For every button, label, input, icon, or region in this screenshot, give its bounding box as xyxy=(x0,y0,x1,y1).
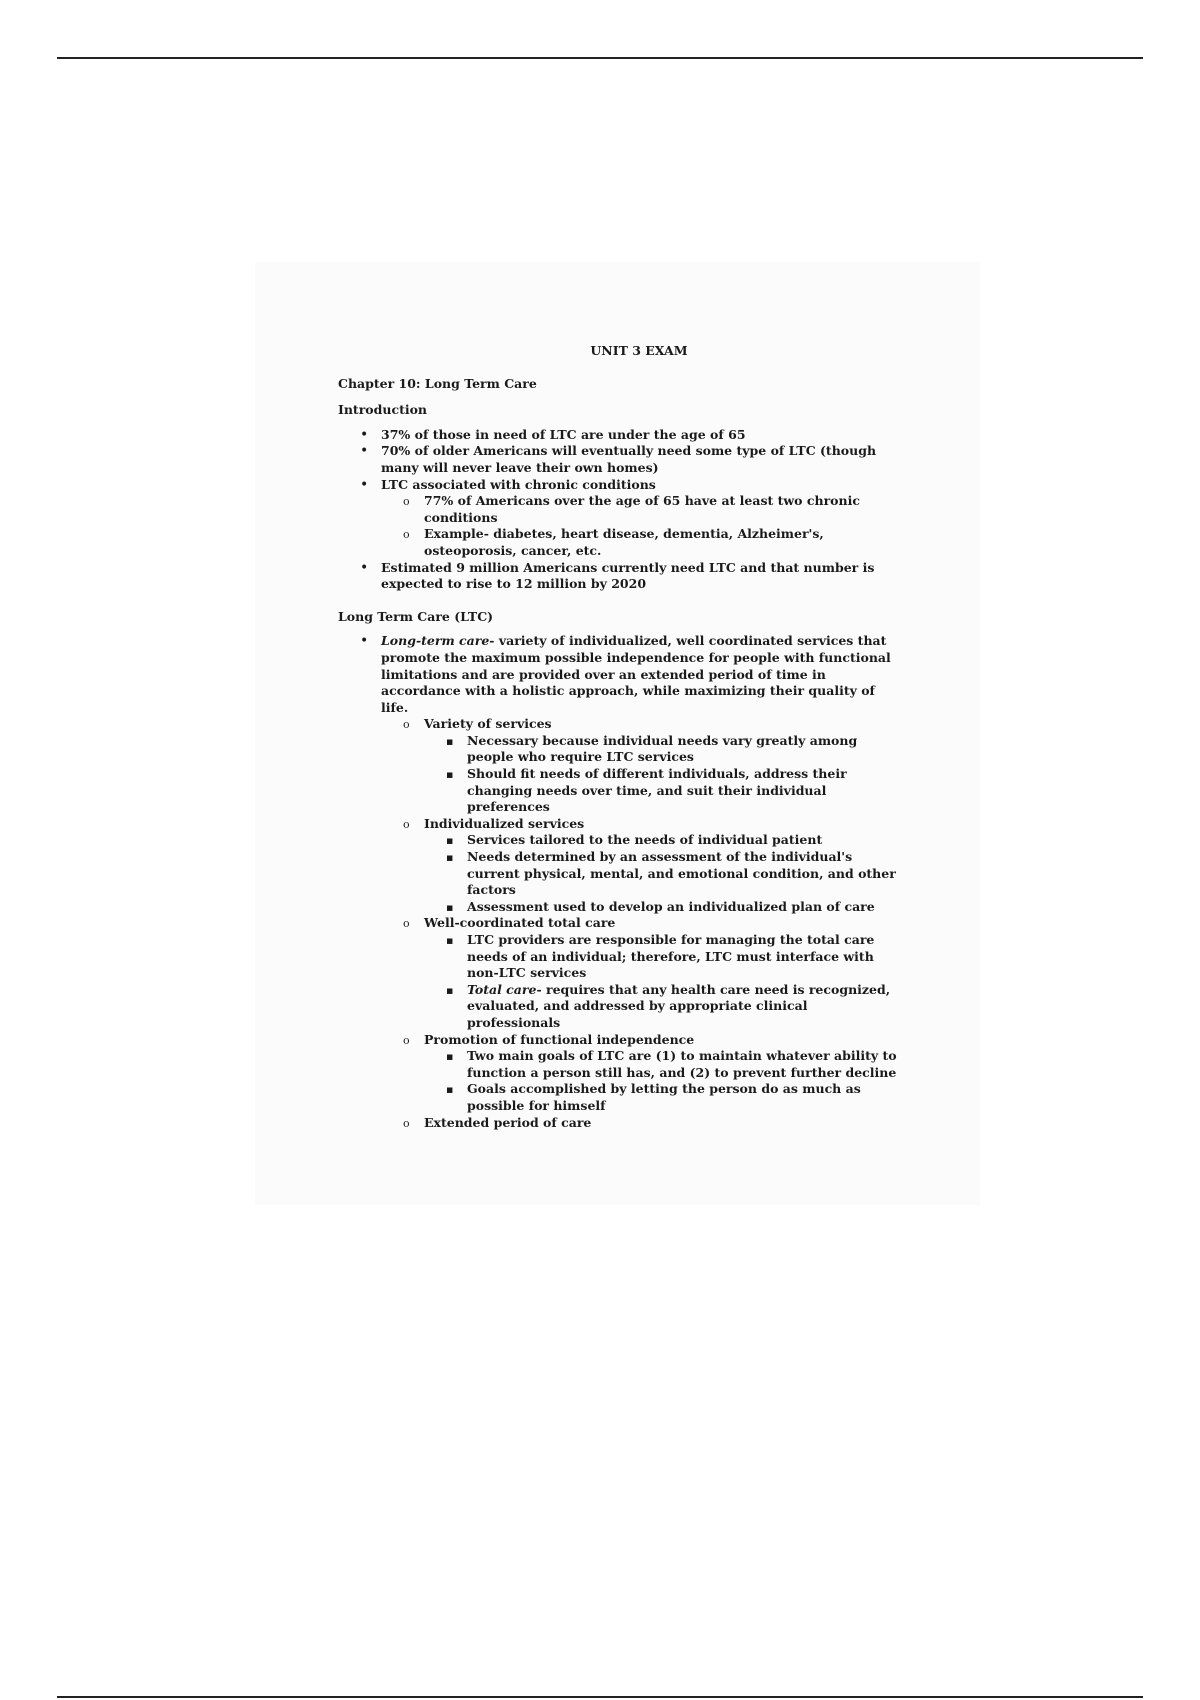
circle-bullet-icon xyxy=(403,493,410,511)
list-item: o Promotion of functional independence ▪ Two main goals of LTC are (1) to maintain whatever ability to function a person still has, and (2) to prevent further decline ▪ Goals accomplished by letting the person do as much as possible for himself xyxy=(381,1032,898,1115)
list-item: • 70% of older Americans will eventually need some type of LTC (though many will never leave their own homes) xyxy=(338,443,898,476)
circle-bullet-icon xyxy=(403,526,410,544)
top-divider xyxy=(57,57,1143,59)
circle-bullet-icon xyxy=(403,1115,410,1133)
list-item: ▪ Necessary because individual needs vary greatly among people who require LTC services xyxy=(424,733,898,766)
list-item: ▪ Goals accomplished by letting the person do as much as possible for himself xyxy=(424,1081,898,1114)
list-item: ▪ Services tailored to the needs of individual patient xyxy=(424,832,898,849)
square-bullet-icon xyxy=(446,932,453,950)
bullet-icon xyxy=(360,427,368,444)
total-care-term: Total care xyxy=(467,981,537,997)
circle-bullet-icon xyxy=(403,1032,410,1050)
document-body xyxy=(338,343,898,1131)
list-item: o Example- diabetes, heart disease, dementia, Alzheimer's, osteoporosis, cancer, etc. xyxy=(381,526,898,559)
list-item: o Well-coordinated total care ▪ LTC providers are responsible for managing the total care needs of an individual; therefore, LTC must interface with non-LTC services ▪ Total care- requires that any health care need is recognized, evaluated, and addressed by appropriate clinical professionals xyxy=(381,915,898,1031)
square-bullet-icon xyxy=(446,849,453,867)
list-item: o Extended period of care xyxy=(381,1115,898,1132)
bullet-icon xyxy=(360,443,368,460)
circle-bullet-icon xyxy=(403,915,410,933)
list-item: • 37% of those in need of LTC are under the age of 65 xyxy=(338,427,898,444)
circle-bullet-icon xyxy=(403,716,410,734)
square-bullet-icon xyxy=(446,982,453,1000)
introduction-list xyxy=(338,427,898,593)
bullet-icon xyxy=(360,560,368,577)
list-item xyxy=(338,633,898,1131)
list-item: o 77% of Americans over the age of 65 have at least two chronic conditions xyxy=(381,493,898,526)
square-bullet-icon xyxy=(446,766,453,784)
bullet-icon xyxy=(360,477,368,494)
bottom-divider xyxy=(57,1696,1143,1698)
document-title: UNIT 3 EXAM xyxy=(590,343,688,358)
square-bullet-icon xyxy=(446,832,453,850)
circle-bullet-icon xyxy=(403,816,410,834)
list-item: o Variety of services ▪ Necessary because individual needs vary greatly among people who require LTC services ▪ Should fit needs of different individuals, address their changing needs over time, and suit their individual preferences xyxy=(381,716,898,816)
list-item: ▪ Two main goals of LTC are (1) to maintain whatever ability to function a person still has, and (2) to prevent further decline xyxy=(424,1048,898,1081)
list-item: • Estimated 9 million Americans currently need LTC and that number is expected to rise to 12 million by 2020 xyxy=(338,560,898,593)
list-item: o Individualized services ▪ Services tailored to the needs of individual patient ▪ Needs determined by an assessment of the individual's current physical, mental, and emotional condition, and other factors ▪ Assessment used to develop an individualized plan of care xyxy=(381,816,898,916)
square-bullet-icon xyxy=(446,1048,453,1066)
list-item: ▪ Needs determined by an assessment of the individual's current physical, mental, and emotional condition, and other factors xyxy=(424,849,898,899)
definition-term: Long-term care xyxy=(381,633,490,649)
list-item: ▪ Should fit needs of different individuals, address their changing needs over time, and suit their individual preferences xyxy=(424,766,898,816)
square-bullet-icon xyxy=(446,1081,453,1099)
square-bullet-icon xyxy=(446,733,453,751)
introduction-heading: Introduction xyxy=(338,402,428,418)
square-bullet-icon xyxy=(446,899,453,917)
definition-text: - variety of individualized, well coordinated services that promote the maximum possible independence for people with functional limitations and are provided over an extended period of time in accordance with a holistic approach, while maximizing their quality of life. xyxy=(381,633,891,715)
bullet-icon xyxy=(360,633,368,650)
list-item: ▪ LTC providers are responsible for managing the total care needs of an individual; therefore, LTC must interface with non-LTC services xyxy=(424,932,898,982)
chapter-heading: Chapter 10: Long Term Care xyxy=(338,375,537,391)
list-item: ▪ Assessment used to develop an individualized plan of care xyxy=(424,899,898,916)
list-item: • LTC associated with chronic conditions o 77% of Americans over the age of 65 have at least two chronic conditions o Example- diabetes, heart disease, dementia, Alzheimer's, osteoporosis, cancer, etc. xyxy=(338,477,898,560)
list-item: ▪ Total care- requires that any health care need is recognized, evaluated, and addressed by appropriate clinical professionals xyxy=(424,982,898,1032)
ltc-list xyxy=(338,633,898,1131)
ltc-heading: Long Term Care (LTC) xyxy=(338,608,494,624)
